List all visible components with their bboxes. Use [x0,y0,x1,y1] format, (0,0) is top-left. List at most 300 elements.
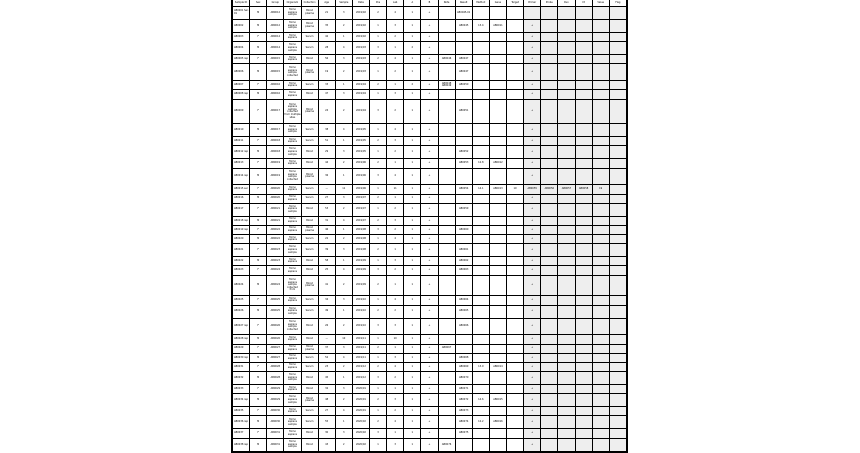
table-cell: Homo sapiens sample [284,305,301,318]
column-header: Run [558,0,575,7]
table-cell [592,353,609,362]
table-cell: 1 [404,20,421,33]
table-cell [558,385,575,394]
table-cell: 2020/02 [352,438,369,451]
table-cell: 1 [335,372,352,385]
table-cell: AB0045-01 [455,7,472,20]
table-cell: 1 [370,90,387,99]
column-header: Method [472,0,489,7]
table-cell [489,137,506,146]
table-cell [575,335,592,344]
table-cell: 2 [387,146,404,159]
table-cell: Homo sapiens [284,216,301,225]
table-cell: 35 [318,20,335,33]
table-cell: AB0075 [455,429,472,438]
table-cell: 3 [370,99,387,124]
table-cell: AB0024 [267,266,284,275]
table-cell [575,194,592,203]
table-cell [575,372,592,385]
table-cell [507,216,524,225]
table-cell: 3 [387,394,404,407]
table-cell: 23 [318,362,335,371]
table-row [233,185,627,194]
table-cell: F [250,362,267,371]
table-cell [558,275,575,296]
table-cell [438,257,455,266]
table-cell: AB0012 [267,7,284,20]
table-cell: 3 [387,353,404,362]
table-cell: 3 [370,372,387,385]
table-cell [472,407,489,416]
table-cell [558,416,575,429]
table-cell: + [421,20,438,33]
table-cell: Blood [301,385,318,394]
table-cell [455,137,472,146]
table-cell [489,225,506,234]
table-row [233,385,627,394]
table-cell: + [421,407,438,416]
table-cell: 3 [370,266,387,275]
table-cell: AB0032 [233,372,250,385]
table-cell: 1 [370,257,387,266]
table-cell: 2 [404,42,421,55]
table-cell: + [421,372,438,385]
table-cell [507,33,524,42]
table-cell: 2 [387,99,404,124]
table-cell [609,64,626,81]
document-page [231,0,628,453]
table-cell [575,203,592,216]
table-cell [592,372,609,385]
table-cell: 2 [335,362,352,371]
table-cell: Homo sapiens [284,159,301,168]
table-cell: 1 [335,225,352,234]
table-cell [438,194,455,203]
table-cell [507,372,524,385]
table-cell: 3 [335,7,352,20]
table-cell: 4 [387,296,404,305]
table-cell [609,20,626,33]
table-cell [609,194,626,203]
data-table [232,0,627,452]
table-cell: + [421,185,438,194]
table-cell [541,55,558,64]
column-header: Date [352,0,369,7]
table-cell [609,146,626,159]
table-cell [558,235,575,244]
table-cell [472,64,489,81]
column-header: Ct [575,0,592,7]
table-cell [558,124,575,137]
table-cell: AB0029 [267,394,284,407]
table-cell: 1 [387,194,404,203]
table-cell: AB0058 [575,185,592,194]
table-cell: AB0018 [267,146,284,159]
table-cell [489,353,506,362]
table-cell: — [318,335,335,344]
table-cell: AB0016 [267,90,284,99]
table-cell: AB0022 [267,225,284,234]
table-cell: 52 [318,353,335,362]
table-cell: AB0036 rep [233,416,250,429]
table-cell [489,42,506,55]
table-cell: AB0023 [267,257,284,266]
column-header: Group [267,0,284,7]
table-cell [507,99,524,124]
table-cell [575,318,592,335]
table-cell [489,168,506,185]
table-cell: + [524,275,541,296]
table-cell: 2 [335,64,352,81]
table-cell [575,168,592,185]
table-cell [455,168,472,185]
table-cell: 1 [370,407,387,416]
table-cell: AB0012 rep [233,146,250,159]
table-cell: 10 [335,335,352,344]
table-cell: + [421,7,438,20]
table-cell [438,385,455,394]
table-cell [507,438,524,451]
table-cell: AB0015 [267,64,284,81]
table-cell: 2 [387,225,404,234]
table-cell: M [250,20,267,33]
table-cell: 4 [335,216,352,225]
table-cell: AB0005 rep [233,55,250,64]
table-cell [592,296,609,305]
table-cell: M [250,42,267,55]
table-row [233,407,627,416]
table-cell: Blood plasma [301,394,318,407]
table-cell: 1 [370,185,387,194]
table-cell: 2 [387,266,404,275]
table-cell [592,235,609,244]
table-cell: AB0031 [233,362,250,371]
table-cell: + [524,344,541,353]
table-cell [472,124,489,137]
table-cell: Homo sapiens [284,353,301,362]
table-cell: 3 [370,168,387,185]
table-cell: Serum [301,235,318,244]
table-cell [609,124,626,137]
table-cell [438,394,455,407]
table-cell: 2019/11 [352,335,369,344]
table-cell: AB0007 [233,81,250,90]
table-cell [541,257,558,266]
table-cell: Homo sapiens sample [284,244,301,257]
table-cell: AB0031 [267,429,284,438]
table-cell: F [250,407,267,416]
table-cell [609,394,626,407]
table-cell: 36 [318,168,335,185]
table-cell [592,305,609,318]
table-cell: AB0054 [455,185,472,194]
table-cell: 2019/12 [352,362,369,371]
table-cell: 2019/02 [352,20,369,33]
table-cell: AB0052 [455,146,472,159]
table-cell: 1 [387,344,404,353]
table-cell [438,335,455,344]
table-cell [592,55,609,64]
table-cell [541,372,558,385]
table-cell: + [524,335,541,344]
table-cell [472,305,489,318]
table-cell: AB0022 [233,257,250,266]
table-cell: + [421,203,438,216]
column-header: A [404,0,421,7]
table-cell: + [421,168,438,185]
table-cell: 38 [318,124,335,137]
table-cell [507,159,524,168]
table-cell: + [524,168,541,185]
table-cell: 1 [370,385,387,394]
table-cell: — [318,185,335,194]
table-cell [507,146,524,159]
table-cell: AB0006 [233,64,250,81]
table-cell [472,257,489,266]
table-cell [575,296,592,305]
table-cell [541,235,558,244]
table-cell [592,244,609,257]
table-cell: 2019/03 [352,42,369,55]
table-cell [455,33,472,42]
table-cell: Serum [301,416,318,429]
table-cell [489,335,506,344]
table-cell: + [524,42,541,55]
table-cell: AB0019 [267,159,284,168]
table-cell [609,296,626,305]
column-header: Primer [524,0,541,7]
table-cell: 31 [318,216,335,225]
table-cell [541,385,558,394]
table-cell: M [250,438,267,451]
table-cell: + [524,235,541,244]
table-cell: 2019/06 [352,159,369,168]
table-cell: + [421,335,438,344]
table-cell: + [421,55,438,64]
table-cell: 2019/05 [352,137,369,146]
table-cell [438,20,455,33]
table-cell [558,99,575,124]
table-row [233,64,627,81]
table-cell: Serum [301,33,318,42]
table-cell [489,99,506,124]
table-cell: + [524,438,541,451]
table-cell: F [250,266,267,275]
table-cell: 2 [335,275,352,296]
table-cell [438,42,455,55]
table-cell: 2019/04 [352,90,369,99]
table-cell: Homo sapiens sample [284,438,301,451]
table-cell [558,353,575,362]
table-cell [592,394,609,407]
table-cell [592,216,609,225]
table-cell [455,124,472,137]
table-row [233,159,627,168]
column-header: Result [455,0,472,7]
table-cell: 1 [404,275,421,296]
table-cell [609,344,626,353]
table-cell [575,305,592,318]
table-cell: 2 [335,318,352,335]
table-cell [609,99,626,124]
table-cell: AB0014 [489,362,506,371]
table-cell [472,203,489,216]
table-cell: 3 [335,429,352,438]
table-cell: 1 [387,275,404,296]
table-cell: 33 [318,81,335,90]
table-cell [541,194,558,203]
table-cell: 11 [335,185,352,194]
table-cell: AB0009 [233,99,250,124]
table-row [233,344,627,353]
table-cell: 39 [318,244,335,257]
table-cell: 3 [387,438,404,451]
table-row [233,305,627,318]
table-cell: 34 [318,296,335,305]
table-cell: M [250,235,267,244]
table-cell: + [524,407,541,416]
table-cell: 1 [335,305,352,318]
table-cell [558,257,575,266]
table-cell: Serum [301,194,318,203]
table-cell: 3 [370,429,387,438]
table-cell: Blood [301,335,318,344]
table-cell [489,194,506,203]
table-cell: + [421,64,438,81]
table-row [233,203,627,216]
table-cell [472,385,489,394]
table-cell [507,7,524,20]
table-cell: 3 [387,318,404,335]
table-cell: AB0059 [455,203,472,216]
table-cell [438,124,455,137]
table-cell [592,275,609,296]
table-cell: F [250,385,267,394]
table-cell: 1 [404,296,421,305]
table-cell: AB0045 [455,20,472,33]
table-cell: F [250,33,267,42]
table-cell: AB0015 [267,55,284,64]
table-cell: 58 [318,257,335,266]
table-cell: M [250,257,267,266]
column-header: Probe [541,0,558,7]
table-cell: AB0030 [267,407,284,416]
table-cell: AB0012 [489,159,506,168]
table-cell: 30 [318,429,335,438]
table-cell: + [421,235,438,244]
table-cell [609,385,626,394]
table-cell [592,203,609,216]
table-cell: 2 [370,244,387,257]
table-row [233,244,627,257]
table-cell: 2019/08 [352,244,369,257]
table-cell [558,344,575,353]
table-cell: Homo sapiens sample [284,203,301,216]
table-cell: M [250,353,267,362]
table-cell [438,266,455,275]
table-cell: 2 [370,55,387,64]
table-cell: 1 [370,124,387,137]
table-cell: 13.4 [472,20,489,33]
table-cell: 25 [318,266,335,275]
table-cell [489,203,506,216]
table-cell: + [524,318,541,335]
table-cell: 2 [370,305,387,318]
table-cell: 1 [387,81,404,90]
table-cell [507,203,524,216]
table-row [233,429,627,438]
table-cell: AB0047 [455,64,472,81]
table-cell [438,203,455,216]
table-cell: 1 [404,235,421,244]
table-cell: Homo sapiens [284,81,301,90]
table-cell: AB0073 [455,407,472,416]
table-cell: 2 [370,216,387,225]
table-cell: 3 [387,257,404,266]
table-row [233,353,627,362]
table-cell: Homo sapiens sample [284,20,301,33]
table-cell: Blood [301,372,318,385]
table-cell: 4 [335,266,352,275]
table-cell: 41 [318,275,335,296]
table-cell [558,81,575,90]
column-header: Organism [284,0,301,7]
table-cell: F [250,55,267,64]
table-cell: AB0030 [267,416,284,429]
table-cell [558,64,575,81]
table-cell: Serum [301,244,318,257]
table-cell [558,137,575,146]
table-cell: 2020/01 [352,394,369,407]
table-cell: AB0021 [267,216,284,225]
table-cell: + [421,244,438,257]
table-cell: 2 [370,362,387,371]
table-row [233,335,627,344]
table-cell [541,90,558,99]
table-cell: Homo sapiens [284,185,301,194]
table-cell: Homo sapiens [284,55,301,64]
table-cell: M [250,216,267,225]
table-cell [541,42,558,55]
table-cell: 1 [404,194,421,203]
table-cell [575,33,592,42]
table-cell: + [421,42,438,55]
table-cell [489,235,506,244]
table-cell [541,64,558,81]
table-cell [592,344,609,353]
table-row [233,235,627,244]
table-cell: AB0056 [541,185,558,194]
table-cell: AB0023 [267,244,284,257]
table-cell: 2020/02 [352,416,369,429]
table-cell: AB0027 [267,344,284,353]
table-cell: AB0047 [455,55,472,64]
table-cell [558,372,575,385]
table-cell [592,146,609,159]
table-cell [472,296,489,305]
table-cell: AB0064 [455,296,472,305]
table-cell: 1 [387,385,404,394]
table-cell: Homo sapiens sample [284,416,301,429]
table-cell: 1 [370,296,387,305]
table-cell: AB0010 [233,124,250,137]
table-cell [575,137,592,146]
table-cell: AB0002 [233,20,250,33]
table-cell [541,99,558,124]
table-cell: Blood [301,216,318,225]
table-cell [472,55,489,64]
table-cell: Homo sapiens [284,429,301,438]
